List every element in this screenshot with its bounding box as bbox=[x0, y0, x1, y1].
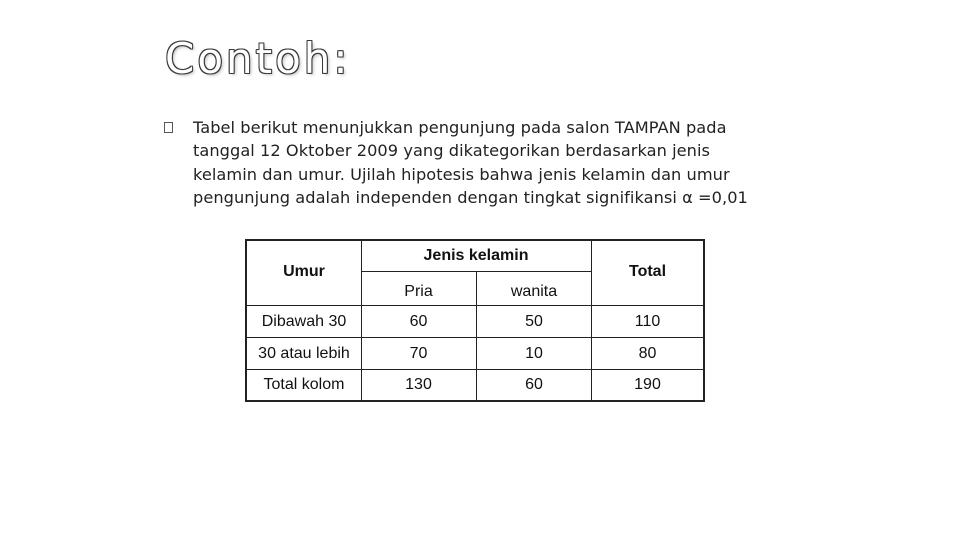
bullet-line: tanggal 12 Oktober 2009 yang dikategorikan berdasarkan jenis bbox=[193, 141, 711, 161]
cell-pria: 70 bbox=[409, 344, 428, 362]
bullet-line: Tabel berikut menunjukkan pengunjung pada salon TAMPAN pada bbox=[193, 118, 727, 137]
bullet-line: pengunjung adalah independen dengan tingkat signifikansi α =0,01 bbox=[193, 187, 748, 207]
row-label: 30 atau lebih bbox=[258, 344, 350, 362]
row-label: Total kolom bbox=[263, 376, 345, 393]
header-umur: Umur bbox=[283, 263, 325, 280]
cell-wanita: 60 bbox=[525, 376, 543, 393]
row-label: Dibawah 30 bbox=[261, 312, 347, 330]
header-pria: Pria bbox=[404, 282, 433, 300]
cell-pria: 130 bbox=[405, 376, 432, 393]
contingency-table bbox=[245, 239, 705, 402]
cell-wanita: 50 bbox=[525, 312, 543, 330]
cell-total: 110 bbox=[634, 312, 661, 330]
square-bullet-icon bbox=[164, 122, 173, 133]
cell-total: 190 bbox=[634, 376, 661, 393]
header-wanita: wanita bbox=[510, 282, 558, 300]
bullet-text bbox=[193, 116, 793, 209]
cell-total: 80 bbox=[638, 344, 657, 362]
cell-wanita: 10 bbox=[525, 344, 543, 362]
slide-title: Contoh: bbox=[165, 34, 351, 83]
cell-pria: 60 bbox=[409, 312, 428, 330]
header-jenis-kelamin: Jenis kelamin bbox=[423, 247, 529, 264]
header-total: Total bbox=[628, 263, 667, 280]
bullet-line: kelamin dan umur. Ujilah hipotesis bahwa jenis kelamin dan umur bbox=[193, 164, 730, 184]
